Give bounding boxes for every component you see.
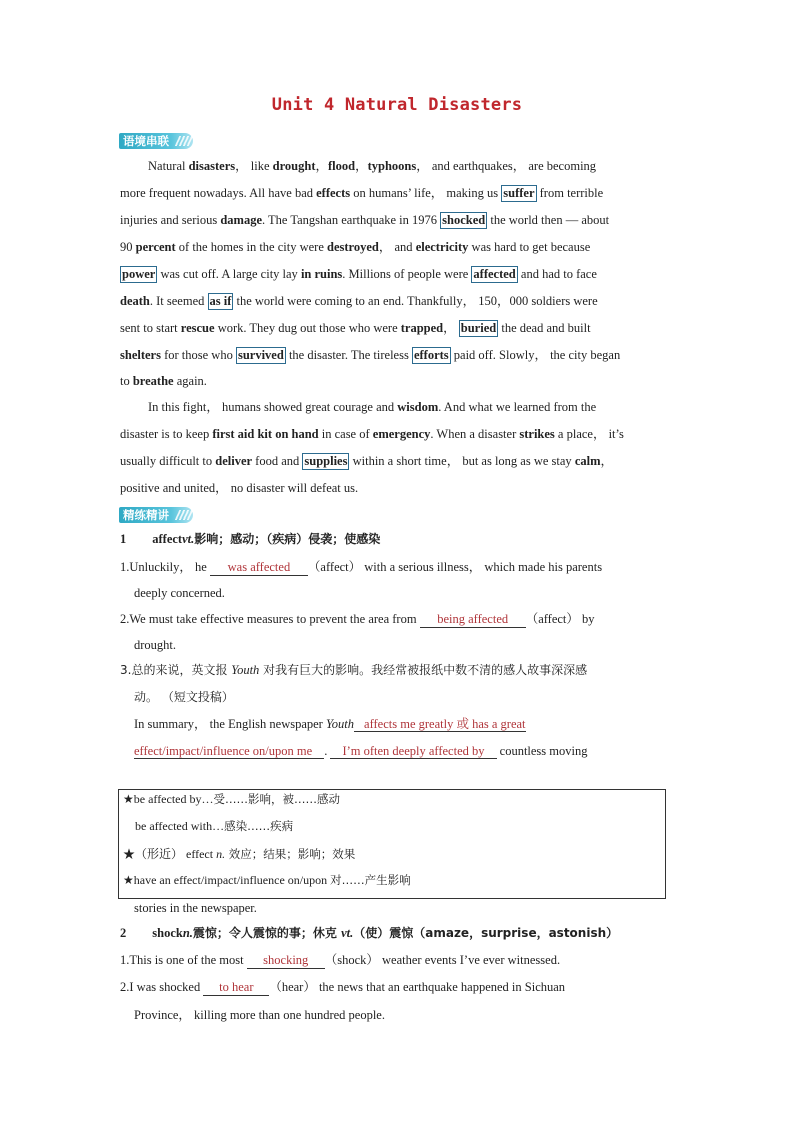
item1-heading: 1 affectvt.影响；感动；（疾病）侵袭；使感染 bbox=[120, 532, 381, 546]
answer-blank: shocking bbox=[247, 953, 325, 969]
item1-question-2: 2.We must take effective measures to prevent the area from being affected （affect） by bbox=[120, 612, 595, 626]
note-line-3: ★（形近） effect n. 效应；结果；影响；效果 bbox=[123, 847, 356, 861]
boxed-word: power bbox=[122, 267, 156, 281]
section-tag-practice: 精练精讲 bbox=[119, 507, 193, 523]
item1-question-2-cont: drought. bbox=[134, 638, 177, 652]
passage-line-8: shelters for those who survived the disaster. The tireless efforts paid off. Slowly， the city began bbox=[120, 348, 621, 362]
item2-question-2-cont: Province， killing more than one hundred people. bbox=[134, 1008, 385, 1022]
passage-line-4: 90 percent of the homes in the city were destroyed， and electricity was hard to get because bbox=[120, 240, 591, 254]
boxed-word: efforts bbox=[413, 348, 449, 362]
boxed-word: as if bbox=[209, 294, 232, 308]
answer-blank: I’m often deeply affected by bbox=[330, 744, 496, 759]
item1-question-3: 3.总的来说，英文报 Youth 对我有巨大的影响。我经常被报纸中数不清的感人故事深深感 bbox=[120, 663, 588, 677]
boxed-word: shocked bbox=[442, 213, 486, 227]
item2-question-2: 2.I was shocked to hear （hear） the news that an earthquake happened in Sichuan bbox=[120, 980, 566, 994]
answer-blank: being affected bbox=[420, 612, 526, 628]
passage-line-13: positive and united， no disaster will defeat us. bbox=[120, 481, 359, 495]
boxed-word: survived bbox=[237, 348, 284, 362]
note-line-1: ★be affected by…受……影响，被……感动 bbox=[123, 792, 340, 806]
section-tag-context: 语境串联 bbox=[119, 133, 193, 149]
passage-line-5: power was cut off. A large city lay in ruins. Millions of people were affected and had to face bbox=[122, 267, 597, 281]
answer-blank: to hear bbox=[203, 980, 269, 996]
item1-question-3-en: In summary， the English newspaper Youth affects me greatly 或 has a great bbox=[134, 717, 526, 731]
passage-line-12: usually difficult to deliver food and supplies within a short time， but as long as we stay calm， bbox=[120, 454, 614, 468]
passage-line-1: Natural disasters， like drought，flood，typhoons， and earthquakes， are becoming bbox=[148, 159, 597, 173]
item1-question-3-cont: 动。 （短文投稿） bbox=[134, 690, 234, 704]
boxed-word: supplies bbox=[304, 454, 348, 468]
boxed-word: affected bbox=[473, 267, 516, 281]
boxed-word: suffer bbox=[503, 186, 535, 200]
item1-question-3-end: stories in the newspaper. bbox=[134, 901, 257, 915]
boxed-word: buried bbox=[460, 321, 497, 335]
passage-line-7: sent to start rescue work. They dug out those who were trapped， buried the dead and built bbox=[120, 321, 591, 335]
answer-blank: was affected bbox=[210, 560, 308, 576]
answer-blank: affects me greatly 或 has a great bbox=[354, 717, 526, 732]
passage-line-2: more frequent nowadays. All have bad effects on humans’ life， making us suffer from terrible bbox=[120, 186, 604, 200]
passage-line-9: to breathe again. bbox=[120, 374, 207, 388]
note-line-4: ★have an effect/impact/influence on/upon 对……产生影响 bbox=[123, 873, 411, 887]
page-title: Unit 4 Natural Disasters bbox=[271, 95, 523, 115]
item2-heading: 2 shockn.震惊；令人震惊的事；休克 vt.（使）震惊（amaze，surprise，astonish） bbox=[120, 926, 619, 940]
passage-line-3: injuries and serious damage. The Tangshan earthquake in 1976 shocked the world then — about bbox=[120, 213, 610, 227]
notes-box bbox=[118, 789, 666, 899]
item1-question-1-cont: deeply concerned. bbox=[134, 586, 225, 600]
item1-question-1: 1.Unluckily， he was affected （affect） with a serious illness， which made his parents bbox=[120, 560, 603, 574]
passage-line-10: In this fight， humans showed great courage and wisdom. And what we learned from the bbox=[148, 400, 597, 414]
passage-line-11: disaster is to keep first aid kit on hand in case of emergency. When a disaster strikes a place， it’s bbox=[120, 427, 624, 441]
item2-question-1: 1.This is one of the most shocking （shock） weather events I’ve ever witnessed. bbox=[120, 953, 561, 967]
passage-line-6: death. It seemed as if the world were coming to an end. Thankfully， 150，000 soldiers were bbox=[120, 294, 598, 308]
item1-question-3-en-2: effect/impact/influence on/upon me . I’m often deeply affected by countless moving bbox=[134, 744, 588, 758]
answer-blank: effect/impact/influence on/upon me bbox=[134, 744, 324, 759]
note-line-2: be affected with…感染……疾病 bbox=[135, 819, 294, 833]
